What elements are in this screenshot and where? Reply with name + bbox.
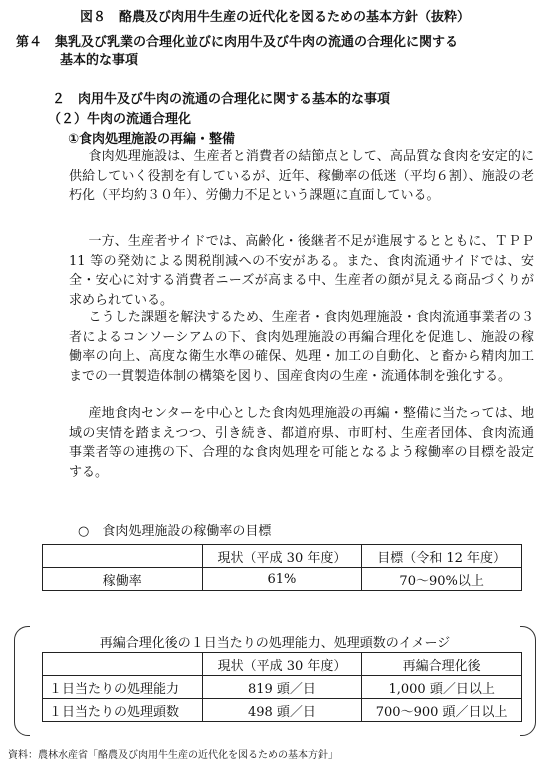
table2-title: 再編合理化後の１日当たりの処理能力、処理頭数のイメージ (99, 636, 451, 651)
section-4-line2: 基本的な事項 (60, 53, 139, 68)
table-cell: 700～900 頭／日以上 (362, 699, 522, 722)
section-2-heading: ２ 肉用牛及び牛肉の流通の合理化に関する基本的な事項 (52, 92, 391, 107)
table-header-cell: 目標（令和 12 年度） (362, 545, 522, 568)
table-header-row (43, 653, 522, 676)
table-row (43, 699, 522, 722)
table1-title: ○ 食肉処理施設の稼働率の目標 (78, 524, 272, 539)
processing-capacity-table (42, 652, 522, 722)
table-cell: １日当たりの処理能力 (43, 676, 203, 699)
table-header-cell (43, 653, 203, 676)
section-4-heading (16, 34, 536, 70)
item-heading: ①食肉処理施設の再編・整備 (68, 132, 236, 147)
table-header-cell: 現状（平成 30 年度） (202, 545, 362, 568)
table-cell: 稼働率 (43, 568, 203, 591)
paragraph: 一方、生産者サイドでは、高齢化・後継者不足が進展するとともに、ＴＰＰ11 等の発効による関税削減への不安がある。また、食肉流通サイドでは、安全・安心に対する消費者ニーズが高まる中、生産者の顔が見える商品づくりが求められている。 (69, 234, 534, 308)
table-row (43, 568, 522, 591)
table-cell: 498 頭／日 (202, 699, 362, 722)
table-cell: 1,000 頭／日以上 (362, 676, 522, 699)
table-header-cell: 再編合理化後 (362, 653, 522, 676)
table-row (43, 676, 522, 699)
paragraph: 食肉処理施設は、生産者と消費者の結節点として、高品質な食肉を安定的に供給していく役割を有しているが、近年、稼働率の低迷（平均６割）、施設の老朽化（平均約３０年）、労働力不足という課題に直面している。 (69, 149, 534, 203)
paragraph: こうした課題を解決するため、生産者・食肉処理施設・食肉流通事業者の３者によるコンソーシアムの下、食肉処理施設の再編合理化を促進し、施設の稼働率の向上、高度な衛生水準の確保、処理・加工の自動化、と畜から精肉加工までの一貫製造体制の構築を図り、国産食肉の生産・流通体制を強化する。 (69, 310, 534, 384)
paragraph-3-block (69, 308, 534, 386)
paragraph-1-block (69, 147, 534, 206)
table-cell: 61% (202, 568, 362, 591)
subsection-heading: （２）牛肉の流通合理化 (48, 112, 192, 127)
table-cell: 819 頭／日 (202, 676, 362, 699)
table-cell: １日当たりの処理頭数 (43, 699, 203, 722)
table-cell: 70～90%以上 (362, 568, 522, 591)
paragraph-2-block (69, 232, 534, 310)
table-header-row (43, 545, 522, 568)
section-4-line1: 第４ 集乳及び乳業の合理化並びに肉用牛及び牛肉の流通の合理化に関する (16, 35, 459, 50)
paragraph: 産地食肉センターを中心とした食肉処理施設の再編・整備に当たっては、地域の実情を踏まえつつ、引き続き、都道府県、市町村、生産者団体、食肉流通事業者等の連携の下、合理的な食肉処理を可能となるよう稼働率の目標を設定する。 (69, 406, 534, 480)
utilization-rate-table (42, 544, 522, 591)
figure-title: 図８ 酪農及び肉用牛生産の近代化を図るための基本方針（抜粋） (79, 10, 470, 25)
source-note: 資料：農林水産省「酪農及び肉用牛生産の近代化を図るための基本方針」 (8, 750, 338, 761)
paragraph-4-block (69, 404, 534, 482)
table-header-cell: 現状（平成 30 年度） (202, 653, 362, 676)
table-header-cell (43, 545, 203, 568)
